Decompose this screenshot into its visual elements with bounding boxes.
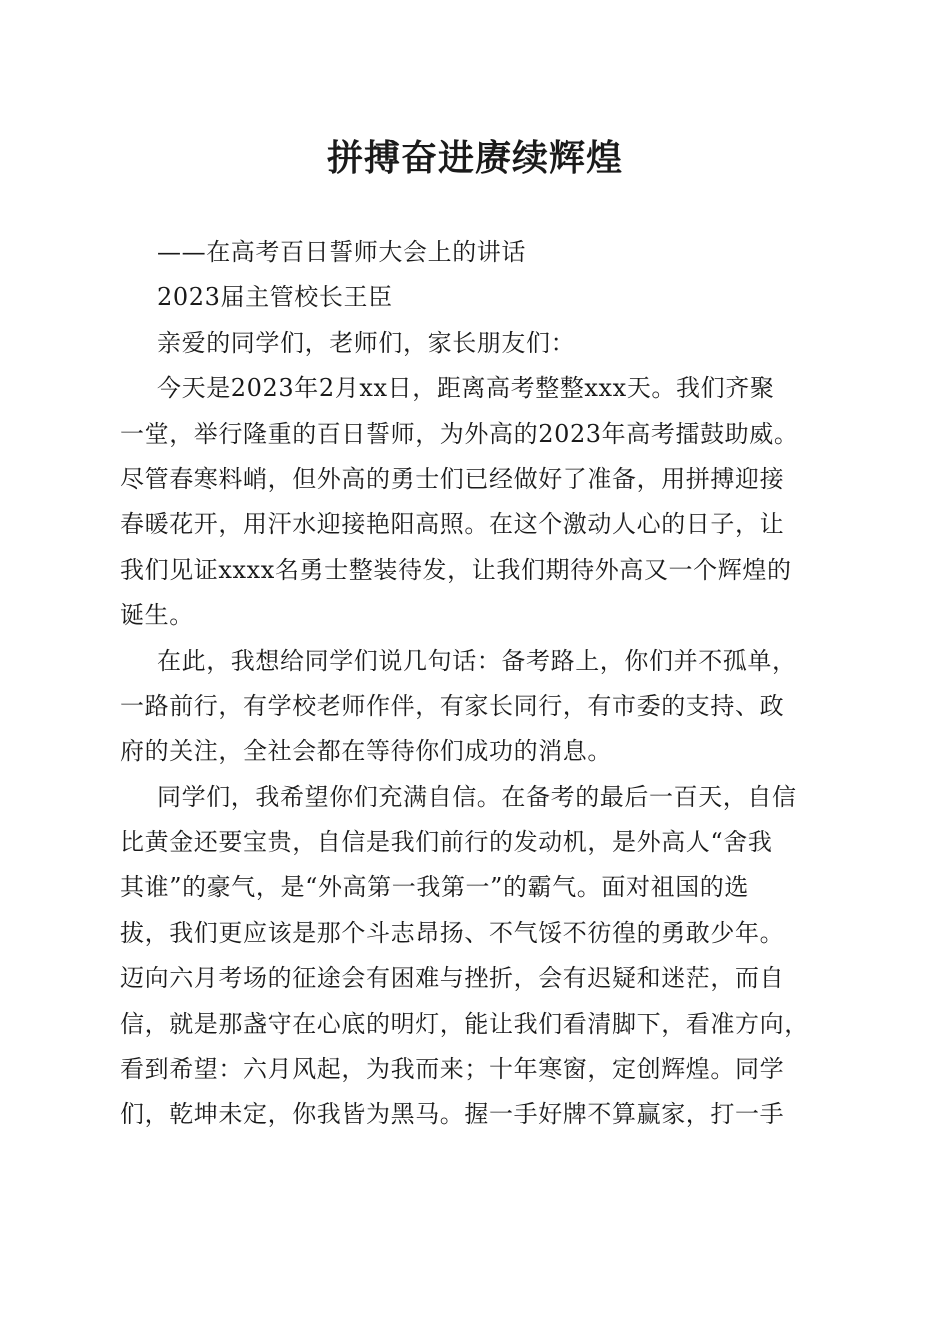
paragraph-line: 同学们，我希望你们充满自信。在备考的最后一百天，自信 xyxy=(157,782,797,811)
document-body xyxy=(120,230,832,1138)
paragraph-line: 信，就是那盏守在心底的明灯，能让我们看清脚下，看准方向， xyxy=(120,1009,809,1038)
paragraph-line: 我们见证xxxx名勇士整装待发，让我们期待外高又一个辉煌的 xyxy=(120,555,792,584)
paragraph-line: 一堂，举行隆重的百日誓师，为外高的2023年高考擂鼓助威。 xyxy=(120,419,799,448)
paragraph-line: 府的关注，全社会都在等待你们成功的消息。 xyxy=(120,737,612,766)
paragraph-line: 比黄金还要宝贵，自信是我们前行的发动机，是外高人“舍我 xyxy=(120,828,773,857)
paragraph-line: 一路前行，有学校老师作伴，有家长同行，有市委的支持、政 xyxy=(120,691,785,720)
paragraph-line: 诞生。 xyxy=(120,601,194,630)
paragraph-line: 其谁”的豪气，是“外高第一我第一”的霸气。面对祖国的选 xyxy=(120,873,750,902)
paragraph-line: 今天是2023年2月xx日，距离高考整整xxx天。我们齐聚 xyxy=(157,374,775,403)
paragraph-line: 看到希望：六月风起，为我而来；十年寒窗，定创辉煌。同学 xyxy=(120,1055,785,1084)
salutation-line: 亲爱的同学们，老师们，家长朋友们： xyxy=(157,328,576,357)
paragraph-line: 春暖花开，用汗水迎接艳阳高照。在这个激动人心的日子，让 xyxy=(120,510,785,539)
paragraph-line: 迈向六月考场的征途会有困难与挫折，会有迟疑和迷茫，而自 xyxy=(120,964,785,993)
paragraph-line: 们，乾坤未定，你我皆为黑马。握一手好牌不算赢家，打一手 xyxy=(120,1100,785,1129)
speaker-line: 2023届主管校长王臣 xyxy=(157,283,393,312)
paragraph-line: 尽管春寒料峭，但外高的勇士们已经做好了准备，用拼搏迎接 xyxy=(120,464,785,493)
paragraph-line: 拔，我们更应该是那个斗志昂扬、不气馁不彷徨的勇敢少年。 xyxy=(120,918,785,947)
paragraph-line: 在此，我想给同学们说几句话：备考路上，你们并不孤单， xyxy=(157,646,797,675)
document-title: 拼搏奋进赓续辉煌 xyxy=(326,137,623,179)
subtitle-line: ——在高考百日誓师大会上的讲话 xyxy=(157,238,526,266)
